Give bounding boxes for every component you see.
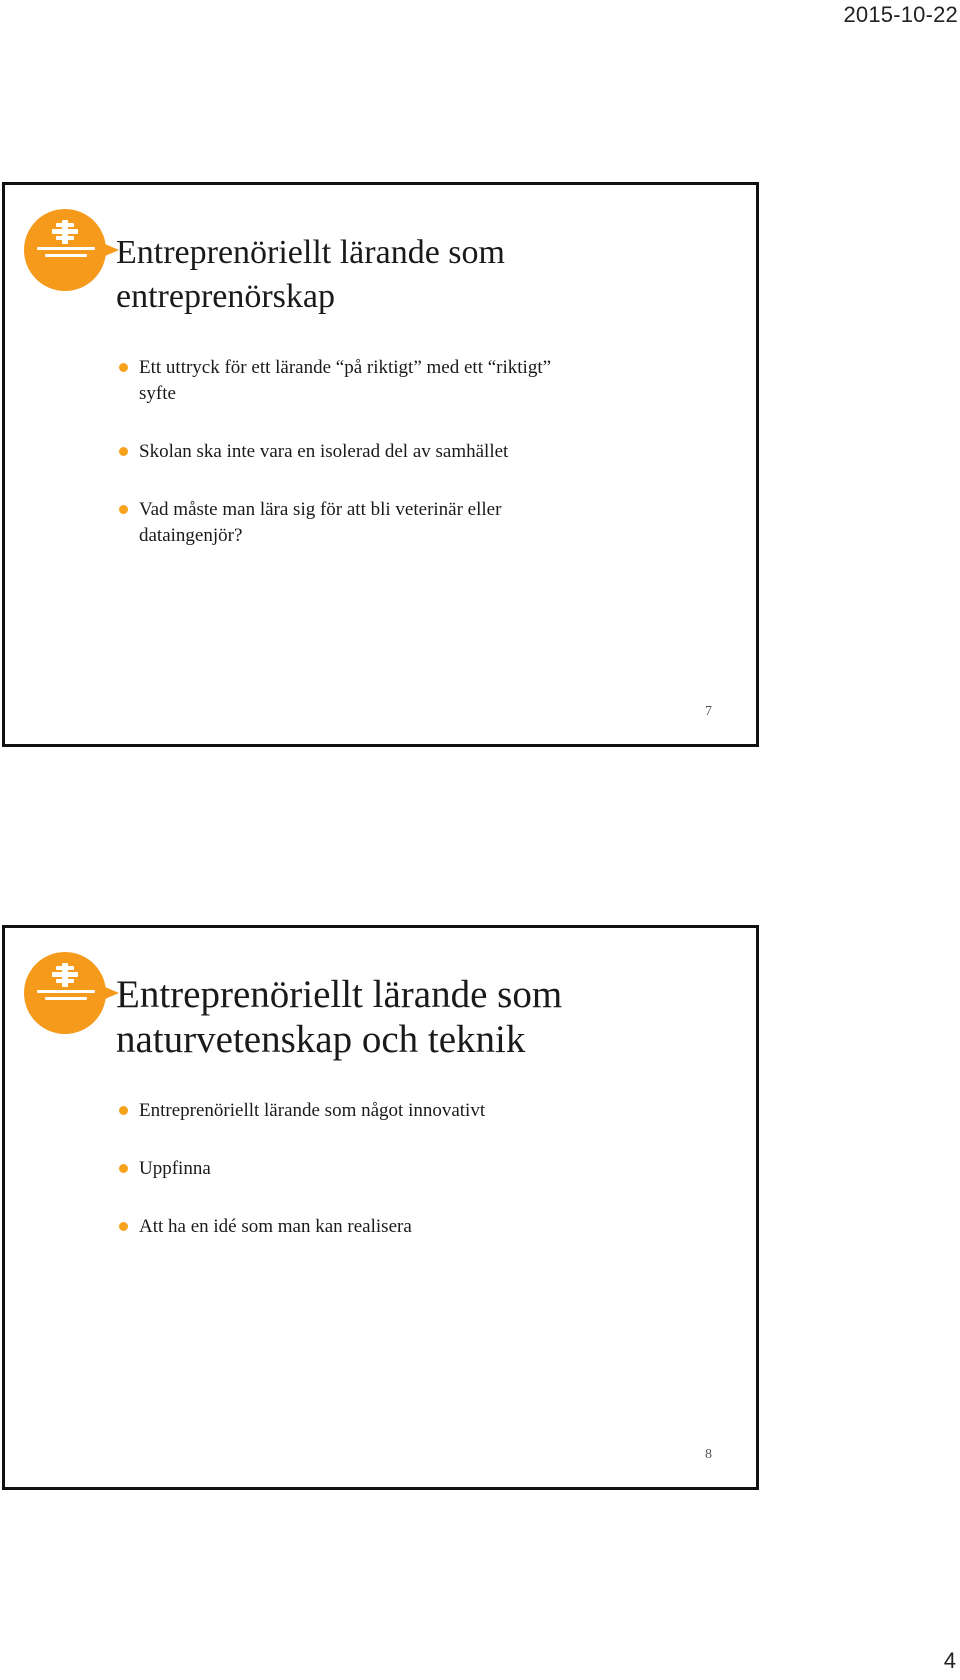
- bullet-text-line-1: Ett uttryck för ett lärande “på riktigt” med ett “riktigt”: [139, 357, 552, 378]
- bullet-item: [119, 1214, 719, 1240]
- slide-7: [2, 182, 759, 747]
- bullet-dot-icon: [119, 1164, 128, 1173]
- bullet-list: [119, 1098, 719, 1272]
- slide-title: [116, 231, 505, 319]
- bullet-text-line-1: Uppfinna: [139, 1158, 211, 1179]
- bullet-item: [119, 355, 719, 407]
- bullet-item: [119, 439, 719, 465]
- bullet-dot-icon: [119, 505, 128, 514]
- university-logo-icon: [23, 209, 119, 291]
- bullet-item: [119, 497, 719, 549]
- bullet-item: [119, 1098, 719, 1124]
- slide-title-line-1: Entreprenöriellt lärande som: [116, 234, 505, 271]
- bullet-dot-icon: [119, 447, 128, 456]
- bullet-text-line-1: Entreprenöriellt lärande som något innovativt: [139, 1100, 486, 1121]
- page-date: 2015-10-22: [843, 2, 958, 27]
- bullet-text-line-1: Skolan ska inte vara en isolerad del av samhället: [139, 441, 509, 462]
- bullet-list: [119, 355, 719, 581]
- bullet-text-line-1: Att ha en idé som man kan realisera: [139, 1216, 412, 1237]
- slide-title-line-1: Entreprenöriellt lärande som: [116, 973, 563, 1016]
- page-number: 4: [943, 1648, 956, 1673]
- slide-number: 8: [705, 1447, 712, 1462]
- bullet-text-line-2: dataingenjör?: [139, 525, 243, 546]
- bullet-dot-icon: [119, 363, 128, 372]
- slide-number: 7: [705, 704, 712, 719]
- bullet-item: [119, 1156, 719, 1182]
- slide-8: [2, 925, 759, 1490]
- bullet-text-line-2: syfte: [139, 383, 176, 404]
- university-logo-icon: [23, 952, 119, 1034]
- bullet-text-line-1: Vad måste man lära sig för att bli veterinär eller: [139, 499, 502, 520]
- slide-title: [116, 972, 562, 1062]
- bullet-dot-icon: [119, 1106, 128, 1115]
- bullet-dot-icon: [119, 1222, 128, 1231]
- slide-title-line-2: entreprenörskap: [116, 278, 336, 315]
- slide-title-line-2: naturvetenskap och teknik: [116, 1018, 526, 1061]
